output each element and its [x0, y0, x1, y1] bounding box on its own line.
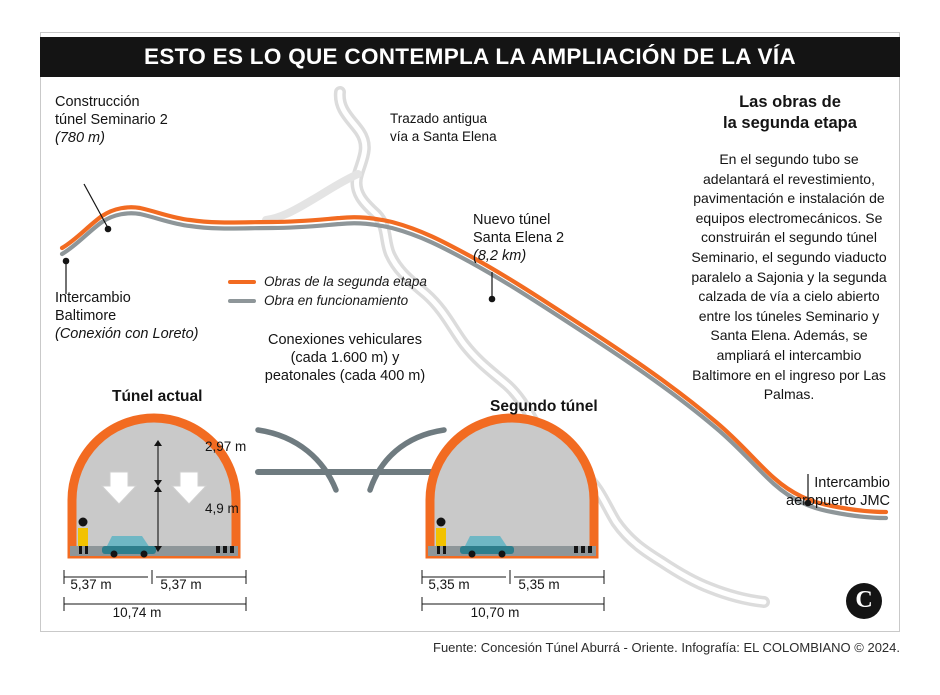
label-santa-elena	[473, 211, 564, 265]
label-baltimore-line2: Baltimore	[55, 308, 117, 324]
side-panel-title-line2: la segunda etapa	[723, 114, 857, 132]
label-baltimore-line1: Intercambio	[55, 290, 131, 306]
label-seminario-line2: túnel Seminario 2	[55, 112, 168, 128]
dim2-total-label: 10,70 m	[470, 605, 520, 620]
tunnel-second-marker-c	[588, 546, 592, 553]
pointer-dot-santa-elena	[489, 296, 496, 303]
publisher-logo	[846, 583, 882, 619]
tunnel-current-marker-a	[216, 546, 220, 553]
pointer-dot-baltimore	[63, 258, 70, 265]
label-aeropuerto	[700, 474, 890, 510]
source-footer: Fuente: Concesión Túnel Aburrá - Oriente. Infografía: EL COLOMBIANO © 2024.	[433, 640, 900, 655]
label-santa-elena-line3: (8,2 km)	[473, 248, 527, 264]
label-aeropuerto-line2: aeropuerto JMC	[786, 493, 890, 509]
label-conexiones-line2: (cada 1.600 m) y	[290, 350, 400, 366]
side-panel-title-line1: Las obras de	[739, 93, 841, 111]
map-legend	[228, 272, 427, 310]
legend-item-funcionamiento	[228, 291, 427, 310]
tunnel-current-heading: Túnel actual	[112, 388, 203, 405]
page-title: ESTO ES LO QUE CONTEMPLA LA AMPLIACIÓN DE LA VÍA	[144, 44, 796, 69]
legend-swatch-orange	[228, 280, 256, 284]
label-seminario	[55, 93, 168, 147]
dim2-half-left-label: 5,35 m	[428, 577, 470, 592]
label-conexiones-line3: peatonales (cada 400 m)	[264, 368, 426, 384]
tunnel-current-marker-c	[230, 546, 234, 553]
tunnel-current-marker-b	[223, 546, 227, 553]
connector-arc-left	[258, 430, 336, 490]
label-trazado-line1: Trazado antigua	[390, 111, 488, 126]
tunnel-second-marker-a	[574, 546, 578, 553]
dim-half-right-label: 5,37 m	[160, 577, 202, 592]
label-conexiones-line1: Conexiones vehiculares	[268, 332, 422, 348]
label-seminario-line1: Construcción	[55, 94, 140, 110]
old-route-branch	[266, 174, 358, 220]
dim2-half-right-label: 5,35 m	[518, 577, 560, 592]
publisher-logo-mark: C	[855, 587, 873, 613]
tunnel-second-marker-b	[581, 546, 585, 553]
legend-label-funcionamiento: Obra en funcionamiento	[264, 293, 409, 308]
label-aeropuerto-line1: Intercambio	[814, 475, 890, 491]
label-baltimore	[55, 289, 198, 343]
legend-item-obras	[228, 272, 427, 291]
label-santa-elena-line2: Santa Elena 2	[473, 230, 565, 246]
tunnel-second-heading: Segundo túnel	[490, 398, 598, 415]
dim-half-left-label: 5,37 m	[70, 577, 112, 592]
label-baltimore-line3: (Conexión con Loreto)	[55, 326, 199, 342]
legend-swatch-gray	[228, 299, 256, 303]
label-conexiones	[240, 331, 450, 385]
label-santa-elena-line1: Nuevo túnel	[473, 212, 551, 228]
label-trazado-antigua	[390, 110, 497, 146]
pointer-dot-seminario	[105, 226, 112, 233]
side-panel-title	[690, 92, 890, 134]
label-seminario-line3: (780 m)	[55, 130, 105, 146]
dim-height-upper-label: 2,97 m	[205, 439, 247, 454]
tunnel-second-shell	[430, 418, 594, 554]
dim-total-label: 10,74 m	[112, 605, 162, 620]
legend-label-obras: Obras de la segunda etapa	[264, 274, 427, 289]
dim-height-lower-label: 4,9 m	[205, 501, 239, 516]
label-trazado-line2: vía a Santa Elena	[390, 129, 497, 144]
side-panel-body: En el segundo tubo se adelantará el revestimiento, pavimentación e instalación de equipos electromecánicos. Se construirán el segundo túnel Seminario, el segundo viaducto paralelo a Sajonia y la segunda calzada de vía a cielo abierto entre los túneles Seminario y Santa Elena. Además, se ampliará el intercambio Baltimore en el ingreso por Las Palmas.	[691, 151, 887, 403]
